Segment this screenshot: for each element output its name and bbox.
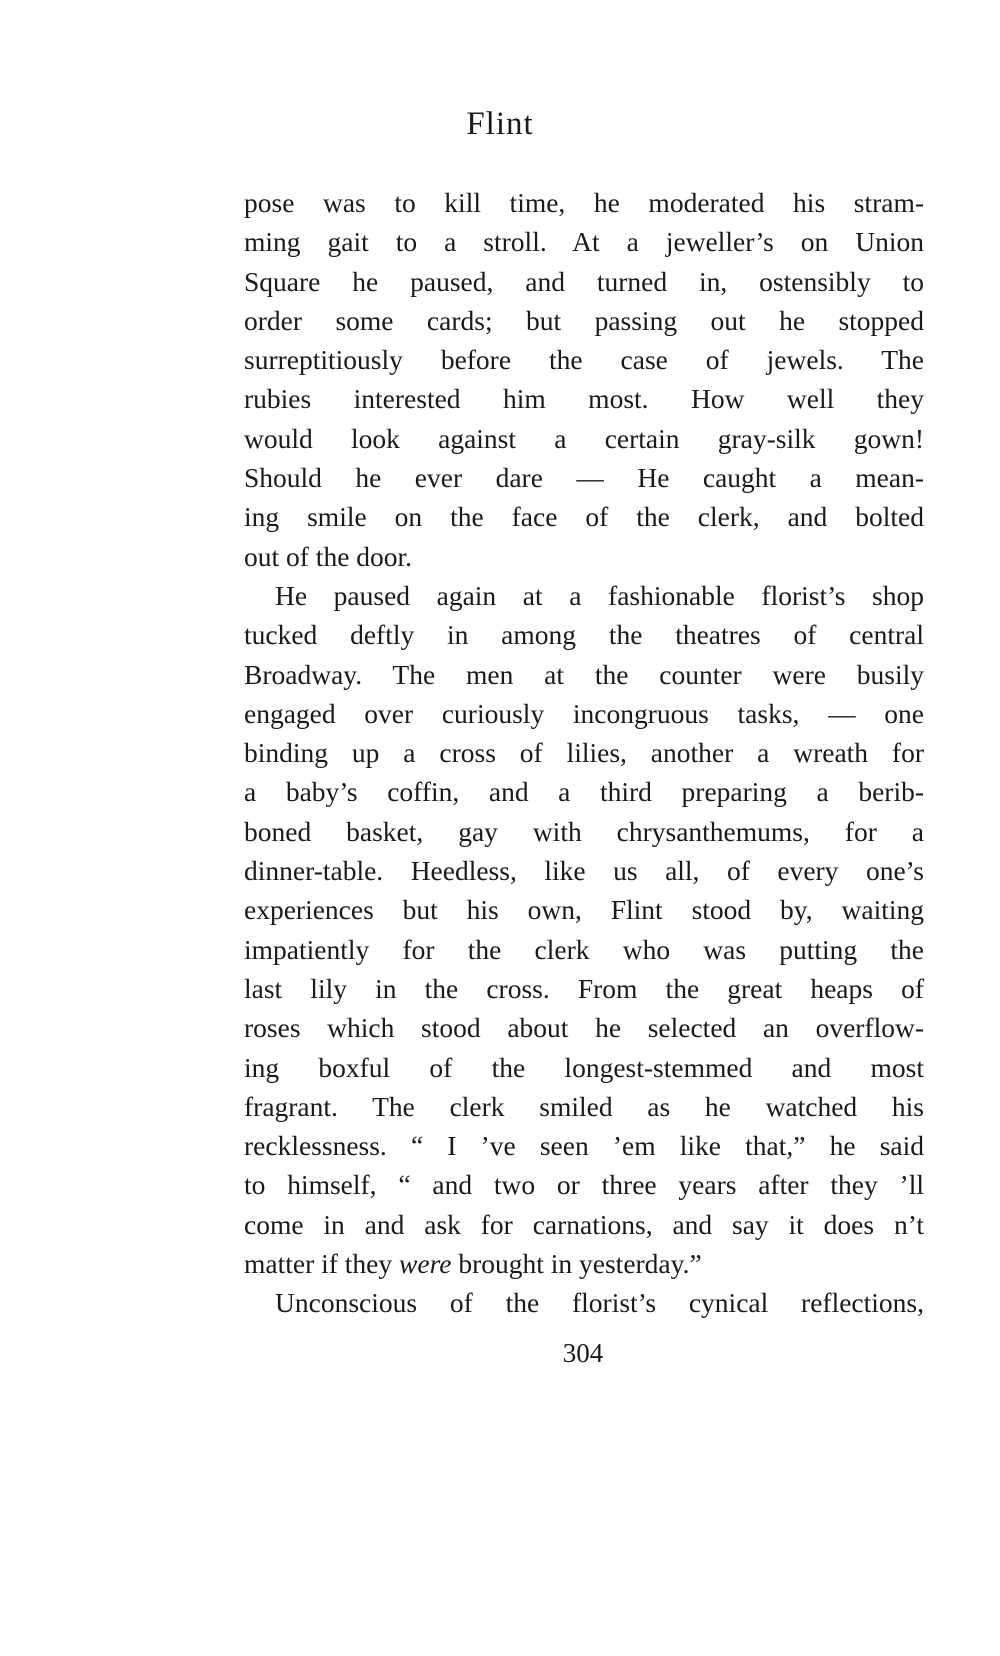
text-line: impatiently for the clerk who was putting the	[244, 933, 924, 965]
text-line	[244, 1244, 924, 1283]
text-line: surreptitiously before the case of jewels. The	[244, 344, 924, 376]
text-line: come in and ask for carnations, and say it does n’t	[244, 1208, 924, 1240]
text-run: matter if they	[244, 1248, 400, 1280]
text-line: fragrant. The clerk smiled as he watched his	[244, 1090, 924, 1122]
text-line: ming gait to a stroll. At a jeweller’s on Union	[244, 226, 924, 258]
text-line: Broadway. The men at the counter were busily	[244, 658, 924, 690]
paragraph-2	[244, 576, 924, 1283]
emphasized-word: were	[399, 1248, 452, 1280]
text-line: He paused again at a fashionable florist’s shop	[275, 579, 924, 611]
text-line: pose was to kill time, he moderated his stram-	[244, 187, 924, 218]
text-line: order some cards; but passing out he stopped	[244, 304, 924, 336]
page-number: 304	[562, 1338, 604, 1368]
text-line: Unconscious of the florist’s cynical reflections,	[275, 1287, 924, 1319]
text-line: rubies interested him most. How well they	[244, 383, 924, 415]
text-line: Square he paused, and turned in, ostensibly to	[244, 265, 924, 297]
text-line: ing boxful of the longest-stemmed and most	[244, 1051, 924, 1083]
text-line: binding up a cross of lilies, another a wreath for	[244, 737, 924, 769]
text-line: out of the door.	[244, 540, 413, 572]
text-line: last lily in the cross. From the great heaps of	[244, 972, 924, 1004]
text-line: experiences but his own, Flint stood by, waiting	[244, 894, 924, 926]
text-line: Should he ever dare — He caught a mean-	[244, 462, 924, 494]
paragraph-3	[244, 1283, 924, 1322]
text-line: to himself, “ and two or three years after they ’ll	[244, 1169, 924, 1201]
text-line: tucked deftly in among the theatres of central	[244, 619, 924, 651]
text-line: ing smile on the face of the clerk, and bolted	[244, 501, 924, 533]
text-line: roses which stood about he selected an overflow-	[244, 1012, 924, 1044]
text-run: brought in yesterday.”	[451, 1248, 702, 1280]
body-text	[244, 183, 924, 1323]
text-line: boned basket, gay with chrysanthemums, for a	[244, 815, 924, 847]
text-line: would look against a certain gray-silk gown!	[244, 422, 924, 454]
text-line: a baby’s coffin, and a third preparing a berib-	[244, 776, 924, 808]
paragraph-1	[244, 183, 924, 576]
running-header: Flint	[466, 106, 534, 142]
text-line: dinner-table. Heedless, like us all, of every one’s	[244, 855, 924, 887]
text-line: recklessness. “ I ’ve seen ’em like that,” he said	[244, 1130, 924, 1162]
text-line: engaged over curiously incongruous tasks, — one	[244, 697, 924, 729]
